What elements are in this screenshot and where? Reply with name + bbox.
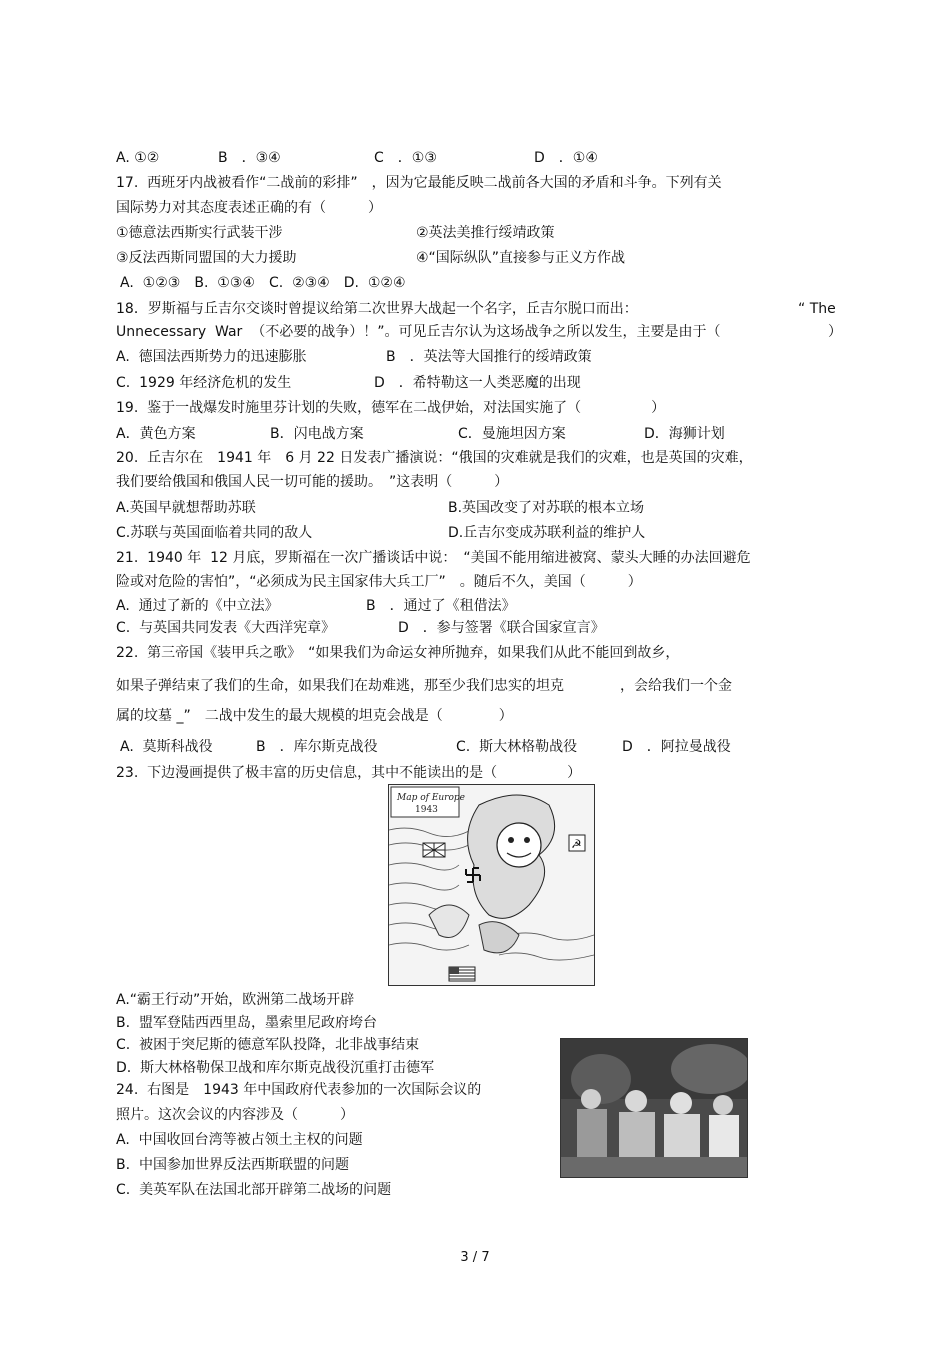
q21-stem-line1: 21. 1940 年 12 月底，罗斯福在一次广播谈话中说： “美国不能用缩进被窝、蒙头大睡的办法回避危	[116, 550, 751, 566]
q24-stem-line1: 24. 右图是 1943 年中国政府代表参加的一次国际会议的	[116, 1082, 482, 1098]
q19-option-d: D．海狮计划	[644, 426, 725, 442]
q22-option-d: D ．阿拉曼战役	[622, 739, 731, 755]
q20-option-c: C.苏联与英国面临着共同的敌人	[116, 525, 313, 541]
q22-option-c: C. 斯大林格勒战役	[456, 739, 578, 755]
conference-photo-illustration	[561, 1039, 747, 1177]
q23-option-c: C. 被困于突尼斯的德意军队投降，北非战事结束	[116, 1037, 420, 1053]
q22-stem-line3: 属的坟墓 _” 二战中发生的最大规模的坦克会战是（ ）	[116, 708, 513, 724]
q16-option-a: A. ①②	[116, 150, 160, 166]
q17-stem-line1: 17. 西班牙内战被看作“二战前的彩排” ，因为它最能反映二战前各大国的矛盾和斗争。下列有关	[116, 175, 722, 191]
q16-option-b: B ．③④	[218, 150, 281, 166]
q18-option-b: B ．英法等大国推行的绥靖政策	[386, 349, 592, 365]
q21-option-d: D ．参与签署《联合国家宣言》	[398, 620, 605, 636]
q18-stem-line2-end: ）	[828, 324, 842, 340]
q18-option-d: D ．希特勒这一人类恶魔的出现	[374, 375, 581, 391]
q17-statement-1: ①德意法西斯实行武装干涉	[116, 225, 283, 241]
q21-option-b: B ．通过了《租借法》	[366, 598, 516, 614]
q19-option-a: A．黄色方案	[116, 426, 196, 442]
q20-option-d: D.丘吉尔变成苏联利益的维护人	[448, 525, 646, 541]
q17-statement-2: ②英法美推行绥靖政策	[416, 225, 555, 241]
q21-option-a: A. 通过了新的《中立法》	[116, 598, 279, 614]
cartoon-map-of-europe-1943	[388, 784, 595, 986]
q18-option-c: C. 1929 年经济危机的发生	[116, 375, 292, 391]
q21-option-c: C. 与英国共同发表《大西洋宪章》	[116, 620, 336, 636]
q20-option-b: B.英国改变了对苏联的根本立场	[448, 500, 645, 516]
q24-option-b: B. 中国参加世界反法西斯联盟的问题	[116, 1157, 349, 1173]
q18-stem-line1-end: “ The	[798, 301, 836, 317]
q18-stem-line1: 18．罗斯福与丘吉尔交谈时曾提议给第二次世界大战起一个名字，丘吉尔脱口而出：	[116, 301, 638, 317]
q17-statement-4: ④“国际纵队”直接参与正义方作战	[416, 250, 626, 266]
q24-stem-line2: 照片。这次会议的内容涉及（ ）	[116, 1107, 354, 1123]
svg-text:☭: ☭	[571, 837, 582, 851]
q16-option-c: C ．①③	[374, 150, 437, 166]
q23-option-d: D. 斯大林格勒保卫战和库尔斯克战役沉重打击德军	[116, 1060, 435, 1076]
q20-stem-line1: 20. 丘吉尔在 1941 年 6 月 22 日发表广播演说：“俄国的灾难就是我们的灾难，也是英国的灾难，	[116, 450, 753, 466]
q19-option-b: B．闪电战方案	[270, 426, 364, 442]
q20-option-a: A.英国早就想帮助苏联	[116, 500, 256, 516]
q22-option-a: A. 莫斯科战役	[120, 739, 213, 755]
q18-option-a: A. 德国法西斯势力的迅速膨胀	[116, 349, 307, 365]
q17-stem-line2: 国际势力对其态度表述正确的有（ ）	[116, 200, 382, 216]
conference-photo-1943	[560, 1038, 748, 1178]
q18-stem-line2: Unnecessary War （不必要的战争）！”。可见丘吉尔认为这场战争之所以发生，主要是由于（	[116, 324, 721, 340]
q19-option-c: C．曼施坦因方案	[458, 426, 566, 442]
q17-options: A. ①②③ B. ①③④ C. ②③④ D. ①②④	[120, 275, 406, 291]
q24-option-c: C. 美英军队在法国北部开辟第二战场的问题	[116, 1182, 392, 1198]
q20-stem-line2: 我们要给俄国和俄国人民一切可能的援助。 ”这表明（ ）	[116, 474, 509, 490]
q24-option-a: A. 中国收回台湾等被占领土主权的问题	[116, 1132, 363, 1148]
q22-stem-line2: 如果子弹结束了我们的生命，如果我们在劫难逃，那至少我们忠实的坦克 ，会给我们一个金	[116, 678, 732, 694]
q23-option-a: A.“霸王行动”开始，欧洲第二战场开辟	[116, 992, 355, 1008]
map-year: 1943	[415, 805, 438, 815]
q19-stem: 19. 鉴于一战爆发时施里芬计划的失败，德军在二战伊始，对法国实施了（ ）	[116, 400, 666, 416]
q23-option-b: B. 盟军登陆西西里岛，墨索里尼政府垮台	[116, 1015, 377, 1031]
q22-stem-line1: 22. 第三帝国《装甲兵之歌》 “如果我们为命运女神所抛弃，如果我们从此不能回到故乡，	[116, 645, 680, 661]
q23-stem: 23. 下边漫画提供了极丰富的历史信息，其中不能读出的是（ ）	[116, 765, 582, 781]
q17-statement-3: ③反法西斯同盟国的大力援助	[116, 250, 297, 266]
q16-option-d: D ．①④	[534, 150, 598, 166]
cartoon-map-illustration	[389, 785, 594, 985]
q21-stem-line2: 险或对危险的害怕”，“必须成为民主国家伟大兵工厂” 。随后不久，美国（ ）	[116, 574, 642, 590]
page-number: 3 / 7	[460, 1250, 490, 1265]
map-title: Map of Europe	[397, 793, 465, 803]
q22-option-b: B ．库尔斯克战役	[256, 739, 378, 755]
